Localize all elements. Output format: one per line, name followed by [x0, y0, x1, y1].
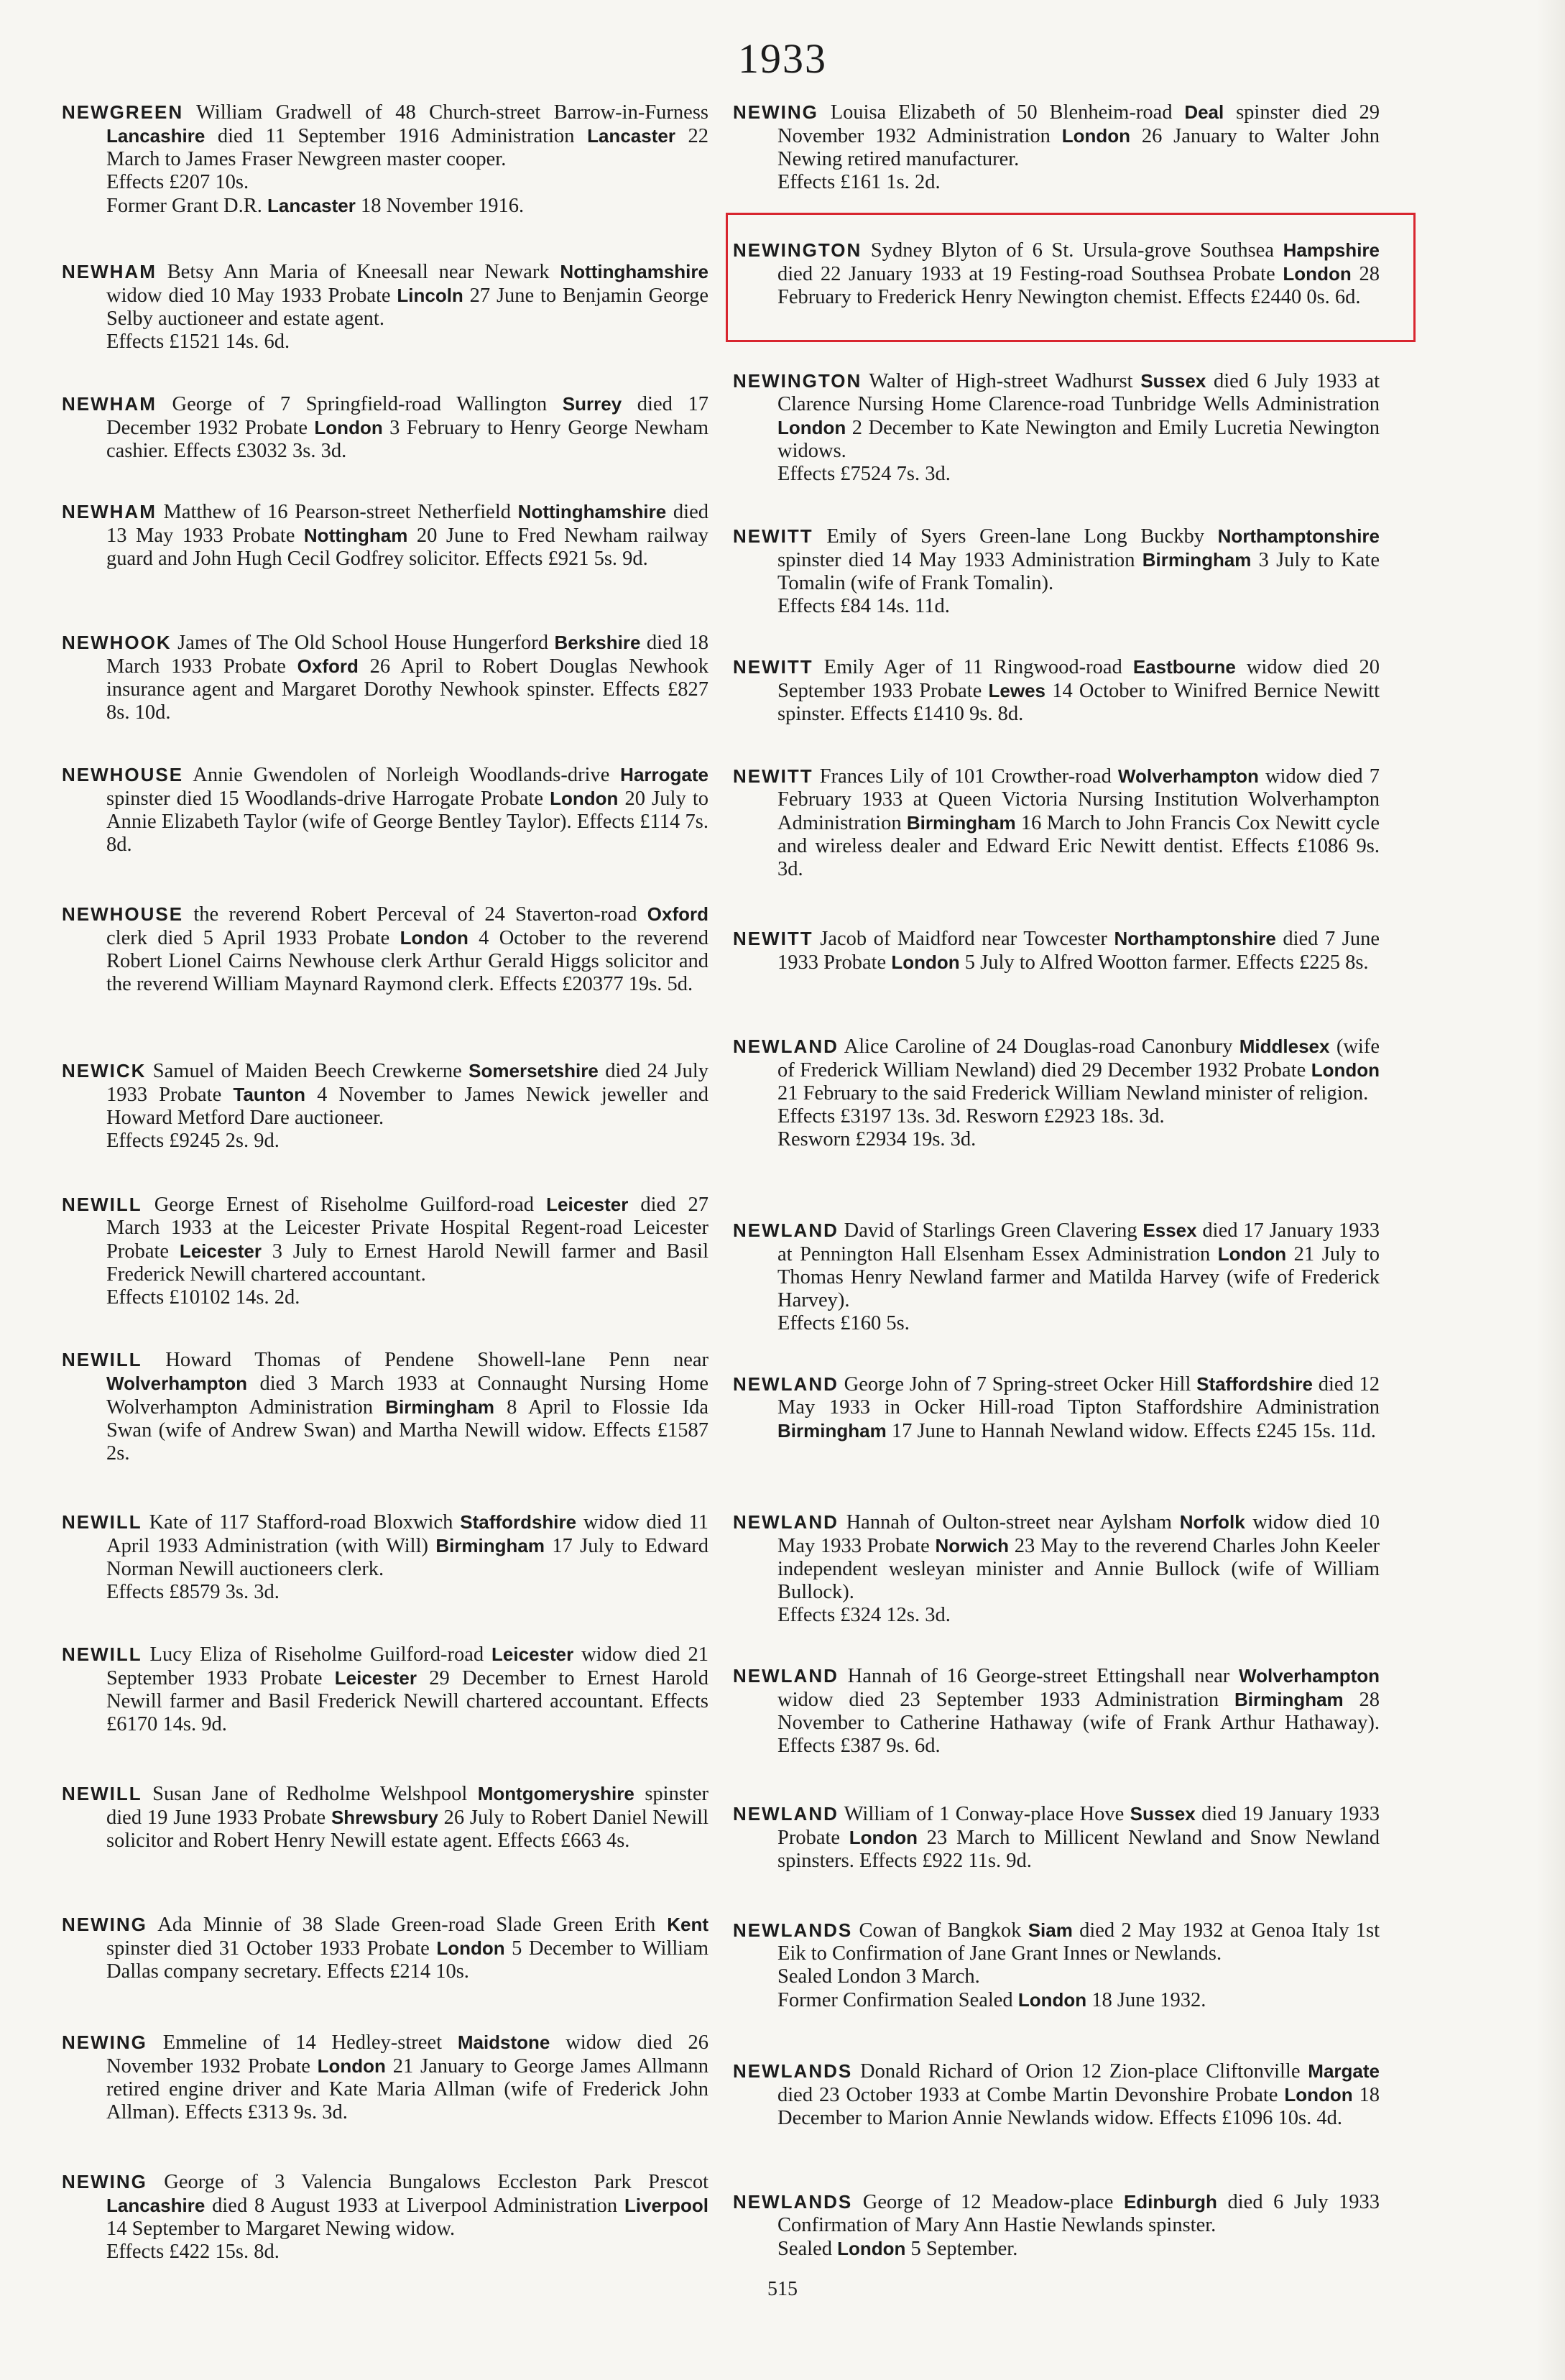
entry-text: 4 November to James Newick jeweller and Howard Metford Dare auctioneer.	[106, 1084, 708, 1129]
entry-place: Edinburgh	[1123, 2191, 1217, 2213]
entry-place: Birmingham	[777, 1420, 887, 1442]
probate-entry	[62, 903, 708, 996]
entry-text: clerk died 5 April 1933 Probate	[106, 927, 400, 949]
entry-place: Northamptonshire	[1114, 928, 1276, 949]
entry-text: David of Starlings Green Clavering	[838, 1219, 1143, 1242]
probate-entry	[62, 763, 708, 857]
probate-entry	[733, 1664, 1380, 1758]
probate-entry	[733, 1510, 1380, 1627]
entry-body	[733, 765, 1380, 881]
entry-body	[62, 2031, 708, 2124]
entry-place: Kent	[667, 1914, 708, 1935]
entry-text: 18 December to Marion Annie Newlands widow. Effects £1096 10s. 4d.	[777, 2084, 1380, 2129]
entry-body	[62, 763, 708, 857]
entry-place: Harrogate	[620, 764, 708, 785]
entry-text: spinster died 29 November 1932 Administration	[777, 101, 1380, 147]
entry-surname: NEWGREEN	[62, 101, 184, 123]
probate-entry	[62, 631, 708, 724]
entry-surname: NEWLANDS	[733, 2060, 853, 2082]
entry-body	[62, 1643, 708, 1736]
probate-entry	[733, 2060, 1380, 2130]
entry-surname: NEWHAM	[62, 261, 157, 282]
entry-body	[62, 101, 708, 218]
entry-place: London	[1017, 1989, 1087, 2011]
entry-text: widow died 11 April 1933 Administration (with Will)	[106, 1511, 708, 1557]
entry-effects-line: Effects £160 5s.	[777, 1312, 910, 1334]
entry-text: 18 November 1916.	[355, 195, 525, 217]
entry-body	[62, 631, 708, 724]
entry-text: Hannah of 16 George-street Ettingshall near	[838, 1665, 1239, 1687]
entry-place: London	[550, 788, 619, 809]
entry-body	[62, 392, 708, 463]
highlight-box	[726, 213, 1416, 342]
entry-place: Margate	[1308, 2060, 1380, 2082]
entry-place: London	[1061, 125, 1131, 147]
entry-extra-line	[777, 2237, 1380, 2261]
entry-text: 26 April to Robert Douglas Newhook insurance agent and Margaret Dorothy Newhook spinster. Effects £827 8s. 10d.	[106, 655, 708, 724]
entry-place: London	[1217, 1243, 1287, 1265]
entry-body	[62, 1782, 708, 1853]
entry-place: Oxford	[297, 655, 359, 677]
entry-text: widow died 26 November 1932 Probate	[106, 2031, 708, 2077]
entry-body	[733, 1373, 1380, 1443]
entry-place: Berkshire	[554, 632, 641, 653]
probate-entry	[62, 500, 708, 571]
entry-effects-line: Sealed London 3 March.	[777, 1965, 980, 1988]
entry-text: died 13 May 1933 Probate	[106, 501, 708, 547]
entry-place: Nottinghamshire	[517, 501, 667, 522]
entry-body	[62, 1913, 708, 1983]
entry-text: the reverend Robert Perceval of 24 Staverton-road	[183, 903, 647, 926]
entry-text: Frances Lily of 101 Crowther-road	[813, 765, 1118, 788]
probate-entry	[62, 1782, 708, 1853]
entry-text: 5 July to Alfred Wootton farmer. Effects £225 8s.	[959, 951, 1369, 974]
entry-text: widow died 23 September 1933 Administration	[777, 1689, 1234, 1711]
entry-surname: NEWILL	[62, 1643, 142, 1665]
entry-effects-line: Resworn £2934 19s. 3d.	[777, 1128, 977, 1150]
entry-place: Leicester	[491, 1643, 574, 1665]
entry-surname: NEWLAND	[733, 1373, 839, 1395]
entry-place: London	[837, 2238, 906, 2259]
entry-surname: NEWILL	[62, 1349, 142, 1370]
entry-text: died 17 January 1933 at Pennington Hall Elsenham Essex Administration	[777, 1219, 1380, 1265]
entry-text: 5 December to William Dallas company secretary. Effects £214 10s.	[106, 1937, 709, 1983]
entry-surname: NEWLAND	[733, 1803, 839, 1825]
entry-body	[62, 1193, 708, 1309]
entry-place: Taunton	[233, 1084, 305, 1105]
entry-text: spinster died 31 October 1933 Probate	[106, 1937, 437, 1960]
entry-text: died 22 January 1933 at 19 Festing-road Southsea Probate	[777, 263, 1283, 285]
entry-place: Lewes	[988, 680, 1046, 701]
entry-text: George of 3 Valencia Bungalows Eccleston Park Prescot	[147, 2171, 708, 2193]
entry-text: 23 March to Millicent Newland and Snow Newland spinsters. Effects £922 11s. 9d.	[777, 1827, 1380, 1872]
entry-effects-line: Effects £8579 3s. 3d.	[106, 1581, 280, 1603]
entry-body	[733, 2060, 1380, 2130]
probate-entry	[733, 765, 1380, 881]
entry-surname: NEWLANDS	[733, 1919, 853, 1941]
entry-place: Lancashire	[106, 125, 206, 147]
entry-text: 16 March to John Francis Cox Newitt cycle and wireless dealer and Edward Eric Newitt dentist. Effects £1086 9s. 3d.	[777, 812, 1380, 880]
entry-place: Surrey	[562, 393, 622, 415]
entry-place: Birmingham	[385, 1396, 494, 1418]
entry-text: Cowan of Bangkok	[852, 1919, 1028, 1942]
entry-body	[62, 260, 708, 354]
entry-text: died 12 May 1933 in Ocker Hill-road Tipton Staffordshire Administration	[777, 1373, 1380, 1419]
entry-place: Sussex	[1140, 370, 1206, 392]
probate-entry	[733, 369, 1380, 486]
entry-effects-line: Effects £1521 14s. 6d.	[106, 331, 290, 353]
entry-body	[733, 1510, 1380, 1627]
entry-text: widow died 10 May 1933 Probate	[777, 1511, 1380, 1557]
entry-text: widow died 21 September 1933 Probate	[106, 1643, 708, 1689]
entry-place: Wolverhampton	[106, 1373, 247, 1394]
entry-effects-line: Effects £324 12s. 3d.	[777, 1604, 951, 1626]
entry-text: 3 February to Henry George Newham cashier. Effects £3032 3s. 3d.	[106, 417, 708, 462]
entry-place: Leicester	[334, 1667, 417, 1689]
entry-body	[733, 369, 1380, 486]
entry-text: died 8 August 1933 at Liverpool Administration	[205, 2195, 624, 2217]
probate-entry	[733, 1802, 1380, 1873]
probate-entry	[733, 927, 1380, 974]
entry-text: died 27 March 1933 at the Leicester Private Hospital Regent-road Leicester Probate	[106, 1194, 709, 1263]
entry-surname: NEWITT	[733, 928, 813, 949]
entry-text: Samuel of Maiden Beech Crewkerne	[146, 1060, 469, 1082]
entry-place: Essex	[1142, 1219, 1197, 1241]
entry-surname: NEWHAM	[62, 501, 157, 522]
entry-text: 3 July to Kate Tomalin (wife of Frank Tomalin).	[777, 549, 1380, 594]
entry-effects-line: Effects £422 15s. 8d.	[106, 2241, 280, 2263]
entry-text: 26 July to Robert Daniel Newill solicitor and Robert Henry Newill estate agent. Effects £663 4s.	[106, 1807, 708, 1852]
entry-text: Emily of Syers Green-lane Long Buckby	[813, 525, 1218, 548]
probate-entry	[733, 655, 1380, 726]
probate-entry	[62, 1510, 708, 1604]
entry-body	[733, 927, 1380, 974]
entry-surname: NEWHOUSE	[62, 903, 184, 925]
entry-text: (wife of Frederick William Newland) died 29 December 1932 Probate	[777, 1036, 1380, 1081]
entry-text: George of 7 Springfield-road Wallington	[156, 393, 563, 415]
entry-text: 23 May to the reverend Charles John Keeler independent wesleyan minister and Annie Bullock (wife of William Bullock).	[777, 1535, 1380, 1603]
probate-entry	[62, 1643, 708, 1736]
entry-text: Susan Jane of Redholme Welshpool	[142, 1783, 478, 1805]
entry-place: Wolverhampton	[1117, 765, 1259, 787]
entry-text: 28 February to Frederick Henry Newington chemist. Effects £2440 0s. 6d.	[777, 263, 1380, 308]
entry-text: Ada Minnie of 38 Slade Green-road Slade Green Erith	[147, 1914, 668, 1936]
entry-surname: NEWLAND	[733, 1036, 839, 1057]
entry-text: died 3 March 1933 at Connaught Nursing Home Wolverhampton Administration	[106, 1373, 708, 1419]
entry-text: 20 June to Fred Newham railway guard and John Hugh Cecil Godfrey solicitor. Effects £921 5s. 9d.	[106, 525, 708, 570]
entry-extra-line	[106, 194, 708, 218]
entry-place: London	[849, 1827, 918, 1848]
entry-place: London	[314, 417, 383, 438]
probate-entry	[62, 260, 708, 354]
entry-text: Sealed	[777, 2238, 838, 2260]
entry-place: London	[317, 2055, 386, 2077]
entry-text: died 19 January 1933 Probate	[777, 1803, 1380, 1849]
entry-surname: NEWING	[733, 101, 818, 123]
entry-text: spinster died 14 May 1933 Administration	[777, 549, 1142, 571]
entry-surname: NEWITT	[733, 525, 813, 547]
probate-entry	[733, 101, 1380, 194]
entry-place: Deal	[1184, 101, 1224, 123]
entry-text: widow died 20 September 1933 Probate	[777, 656, 1380, 702]
entry-place: Norwich	[935, 1535, 1010, 1556]
probate-entry	[62, 101, 708, 218]
entry-place: London	[436, 1937, 505, 1959]
entry-surname: NEWHOUSE	[62, 764, 184, 785]
entry-effects-line: Effects £84 14s. 11d.	[777, 595, 950, 617]
entry-text: Emmeline of 14 Hedley-street	[147, 2031, 458, 2054]
probate-entry	[733, 2190, 1380, 2261]
entry-text: died 7 June 1933 Probate	[777, 928, 1380, 974]
entry-effects-line: Effects £207 10s.	[106, 171, 249, 193]
entry-text: James of The Old School House Hungerford	[171, 632, 555, 654]
entry-place: Northamptonshire	[1217, 525, 1380, 547]
entry-body	[733, 655, 1380, 726]
entry-text: died 23 October 1933 at Combe Martin Devonshire Probate	[777, 2084, 1285, 2106]
entry-text: Hannah of Oulton-street near Aylsham	[838, 1511, 1180, 1533]
entry-place: Maidstone	[457, 2031, 550, 2053]
entry-extra-line	[777, 1988, 1380, 2012]
entry-text: spinster died 19 June 1933 Probate	[106, 1783, 708, 1829]
entry-text: widow died 7 February 1933 at Queen Victoria Nursing Institution Wolverhampton Administration	[777, 765, 1380, 834]
entry-text: Matthew of 16 Pearson-street Netherfield	[156, 501, 518, 523]
entry-text: 21 July to Thomas Henry Newland farmer and Matilda Harvey (wife of Frederick Harvey).	[777, 1243, 1380, 1311]
entry-effects-line: Effects £9245 2s. 9d.	[106, 1130, 280, 1152]
entry-text: William Gradwell of 48 Church-street Barrow-in-Furness	[183, 101, 708, 124]
probate-entry	[733, 525, 1380, 618]
entry-place: Staffordshire	[460, 1511, 577, 1533]
entry-place: Lancaster	[587, 125, 675, 147]
entry-place: Birmingham	[1142, 549, 1252, 571]
entry-text: died 11 September 1916 Administration	[205, 125, 588, 147]
entry-surname: NEWING	[62, 1914, 147, 1935]
entry-place: London	[891, 951, 960, 973]
entry-surname: NEWINGTON	[733, 370, 862, 392]
entry-text: 26 January to Walter John Newing retired manufacturer.	[777, 125, 1380, 170]
entry-body	[62, 1510, 708, 1604]
entry-place: London	[1283, 263, 1352, 285]
entry-effects-line: Effects £7524 7s. 3d.	[777, 463, 951, 485]
entry-text: Sydney Blyton of 6 St. Ursula-grove Southsea	[862, 239, 1283, 262]
entry-text: George Ernest of Riseholme Guilford-road	[142, 1194, 547, 1216]
entry-text: Lucy Eliza of Riseholme Guilford-road	[142, 1643, 491, 1666]
entry-place: London	[1311, 1059, 1380, 1081]
entry-place: Leicester	[179, 1240, 262, 1262]
entry-text: Annie Gwendolen of Norleigh Woodlands-drive	[183, 764, 621, 786]
entry-text: George John of 7 Spring-street Ocker Hill	[838, 1373, 1197, 1396]
page-number: 515	[767, 2278, 798, 2300]
entry-body	[62, 2170, 708, 2264]
entry-text: died 18 March 1933 Probate	[106, 632, 708, 678]
entry-place: Wolverhampton	[1239, 1665, 1380, 1687]
probate-entry	[62, 1348, 708, 1465]
entry-surname: NEWICK	[62, 1060, 147, 1081]
entry-place: Eastbourne	[1132, 656, 1236, 678]
entry-effects-line: Effects £161 1s. 2d.	[777, 171, 941, 193]
entry-text: Donald Richard of Orion 12 Zion-place Cliftonville	[852, 2060, 1308, 2082]
entry-surname: NEWITT	[733, 765, 813, 787]
entry-text: George of 12 Meadow-place	[852, 2191, 1124, 2213]
entry-surname: NEWING	[62, 2031, 147, 2053]
entry-place: London	[1284, 2084, 1353, 2105]
entry-text: 17 June to Hannah Newland widow. Effects £245 15s. 11d.	[886, 1420, 1376, 1442]
entry-place: Norfolk	[1179, 1511, 1245, 1533]
entry-text: 28 November to Catherine Hathaway (wife of Frank Arthur Hathaway). Effects £387 9s. 6d.	[777, 1689, 1380, 1757]
entry-body	[733, 1802, 1380, 1873]
entry-text: William of 1 Conway-place Hove	[838, 1803, 1130, 1825]
entry-text: 17 July to Edward Norman Newill auctioneers clerk.	[106, 1535, 709, 1580]
entry-place: Lancaster	[267, 195, 356, 216]
probate-entry	[62, 392, 708, 463]
entry-surname: NEWHAM	[62, 393, 157, 415]
entry-surname: NEWITT	[733, 656, 813, 678]
entry-body	[733, 101, 1380, 194]
probate-entry	[62, 2170, 708, 2264]
entry-body	[733, 2190, 1380, 2261]
entry-body	[733, 1219, 1380, 1335]
entry-body	[733, 525, 1380, 618]
entry-text: Alice Caroline of 24 Douglas-road Canonbury	[838, 1036, 1239, 1058]
entry-place: Birmingham	[1234, 1689, 1344, 1710]
entry-text: Walter of High-street Wadhurst	[862, 370, 1141, 392]
probate-entry	[62, 1913, 708, 1983]
entry-surname: NEWHOOK	[62, 632, 172, 653]
entry-place: Oxford	[647, 903, 708, 925]
entry-place: London	[400, 927, 468, 949]
probate-entry	[733, 1035, 1380, 1151]
entry-place: London	[777, 417, 846, 438]
entry-place: Middlesex	[1239, 1036, 1330, 1057]
entry-text: 21 February to the said Frederick William Newland minister of religion.	[777, 1082, 1369, 1104]
entry-text: died 17 December 1932 Probate	[106, 393, 708, 439]
entry-place: Siam	[1028, 1919, 1073, 1941]
entry-surname: NEWILL	[62, 1511, 142, 1533]
entry-place: Montgomeryshire	[477, 1783, 634, 1804]
entry-surname: NEWINGTON	[733, 239, 862, 261]
entry-text: Former Confirmation Sealed	[777, 1989, 1018, 2011]
entry-surname: NEWLAND	[733, 1665, 839, 1687]
entry-text: Kate of 117 Stafford-road Bloxwich	[142, 1511, 461, 1533]
entry-effects-line: Effects £3197 13s. 3d. Resworn £2923 18s. 3d.	[777, 1105, 1165, 1127]
entry-place: Hampshire	[1283, 239, 1380, 261]
entry-text: 18 June 1932.	[1086, 1989, 1206, 2011]
entry-body	[62, 1059, 708, 1153]
entry-text: died 2 May 1932 at Genoa Italy 1st Eik to Confirmation of Jane Grant Innes or Newlands.	[777, 1919, 1380, 1965]
entry-place: Staffordshire	[1196, 1373, 1313, 1395]
entry-text: 27 June to Benjamin George Selby auctioneer and estate agent.	[106, 285, 708, 330]
entry-text: 14 September to Margaret Newing widow.	[106, 2218, 456, 2240]
entry-surname: NEWING	[62, 2171, 147, 2192]
entry-surname: NEWILL	[62, 1194, 142, 1215]
entry-text: Former Grant D.R.	[106, 195, 268, 217]
entry-place: Liverpool	[624, 2195, 708, 2216]
entry-place: Shrewsbury	[331, 1807, 438, 1828]
entry-text: Howard Thomas of Pendene Showell-lane Penn near	[142, 1349, 708, 1371]
entry-body	[62, 903, 708, 996]
entry-text: 29 December to Ernest Harold Newill farmer and Basil Frederick Newill chartered accountant. Effects £6170 14s. 9d.	[106, 1667, 708, 1735]
entry-text: widow died 10 May 1933 Probate	[106, 285, 397, 307]
entry-text: 5 September.	[905, 2238, 1018, 2260]
entry-text: Emily Ager of 11 Ringwood-road	[813, 656, 1133, 678]
entry-text: 4 October to the reverend Robert Lionel Cairns Newhouse clerk Arthur Gerald Higgs solicitor and the reverend William Maynard Raymond clerk. Effects £20377 19s. 5d.	[106, 927, 708, 995]
entry-text: spinster died 15 Woodlands-drive Harrogate Probate	[106, 788, 550, 810]
entry-place: Somersetshire	[468, 1060, 599, 1081]
entry-body	[733, 1035, 1380, 1151]
entry-text: 14 October to Winifred Bernice Newitt spinster. Effects £1410 9s. 8d.	[777, 680, 1380, 725]
probate-entry	[62, 2031, 708, 2124]
probate-entry	[62, 1193, 708, 1309]
probate-entry	[62, 1059, 708, 1153]
entry-text: 8 April to Flossie Ida Swan (wife of Andrew Swan) and Martha Newill widow. Effects £1587 2s.	[106, 1396, 708, 1465]
page-year-heading: 1933	[738, 35, 827, 82]
entry-place: Sussex	[1130, 1803, 1196, 1825]
entry-text: 22 March to James Fraser Newgreen master cooper.	[106, 125, 709, 170]
entry-place: Lincoln	[397, 285, 463, 306]
entry-text: Jacob of Maidford near Towcester	[813, 928, 1114, 950]
entry-text: died 6 July 1933 Confirmation of Mary Ann Hastie Newlands spinster.	[777, 2191, 1380, 2236]
entry-text: Louisa Elizabeth of 50 Blenheim-road	[818, 101, 1185, 124]
entry-place: Birmingham	[435, 1535, 545, 1556]
entry-effects-line: Effects £10102 14s. 2d.	[106, 1286, 300, 1309]
entry-body	[62, 1348, 708, 1465]
entry-surname: NEWLAND	[733, 1511, 839, 1533]
probate-entry	[733, 1373, 1380, 1443]
entry-body	[733, 1664, 1380, 1758]
probate-entry	[733, 1219, 1380, 1335]
entry-text: 3 July to Ernest Harold Newill farmer and Basil Frederick Newill chartered accountant.	[106, 1240, 708, 1286]
entry-place: Nottinghamshire	[560, 261, 708, 282]
entry-surname: NEWLANDS	[733, 2191, 853, 2213]
entry-place: Lancashire	[106, 2195, 206, 2216]
entry-text: died 24 July 1933 Probate	[106, 1060, 709, 1106]
entry-text: Betsy Ann Maria of Kneesall near Newark	[156, 261, 560, 283]
entry-text: died 6 July 1933 at Clarence Nursing Home Clarence-road Tunbridge Wells Administration	[777, 370, 1380, 415]
entry-place: Birmingham	[906, 812, 1016, 834]
probate-entry	[733, 1919, 1380, 2012]
entry-surname: NEWLAND	[733, 1219, 839, 1241]
entry-surname: NEWILL	[62, 1783, 142, 1804]
entry-text: 20 July to Annie Elizabeth Taylor (wife of George Bentley Taylor). Effects £114 7s. 8d.	[106, 788, 708, 856]
page-edge-shadow	[1536, 0, 1565, 2380]
entry-place: Leicester	[546, 1194, 629, 1215]
entry-body	[62, 500, 708, 571]
entry-place: Nottingham	[303, 525, 408, 546]
entry-body	[733, 1919, 1380, 2012]
entry-text: 21 January to George James Allmann retired engine driver and Kate Maria Allman (wife of Frederick John Allman). Effects £313 9s. 3d.	[106, 2055, 708, 2123]
entry-text: 2 December to Kate Newington and Emily Lucretia Newington widows.	[777, 417, 1380, 462]
